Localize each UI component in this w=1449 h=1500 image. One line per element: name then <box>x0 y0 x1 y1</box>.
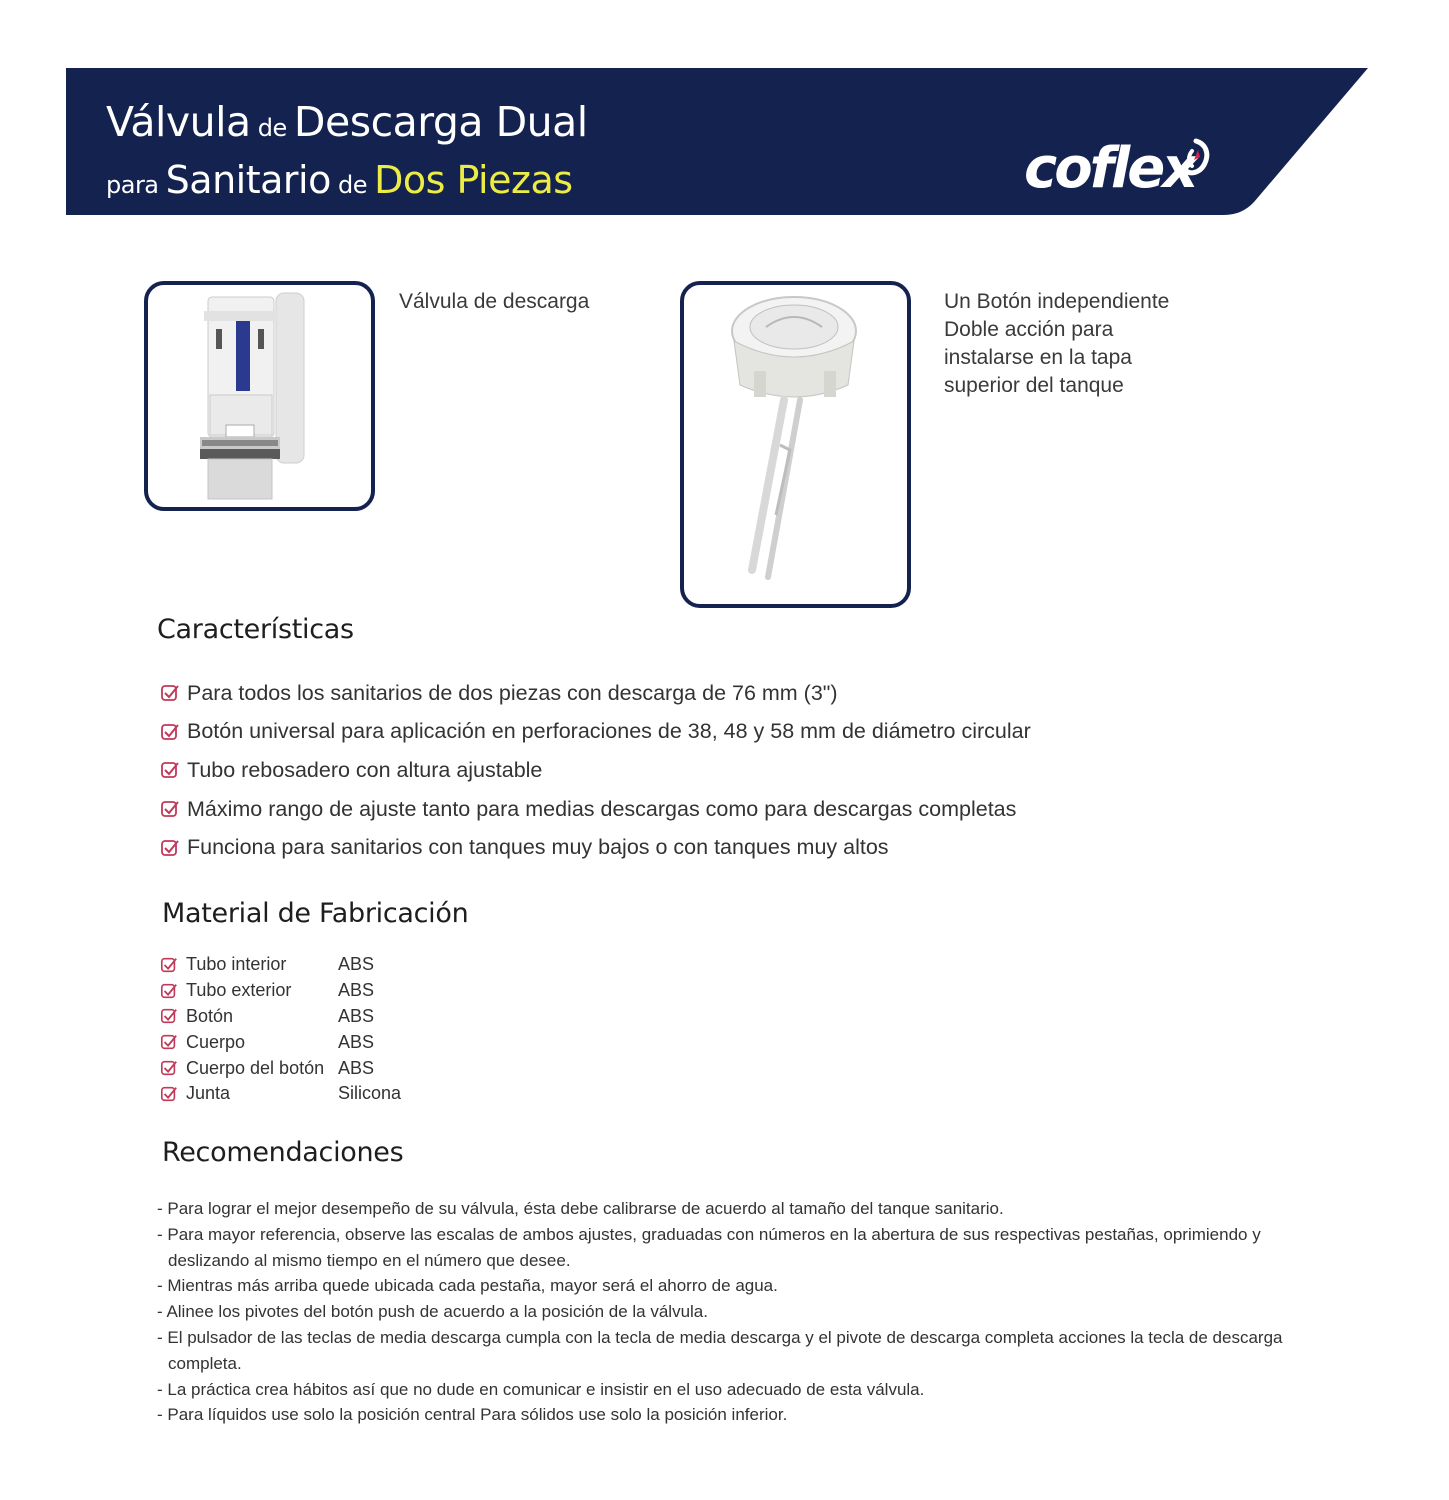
list-item <box>160 1004 401 1030</box>
list-item <box>160 978 401 1004</box>
list-item: - Para lograr el mejor desempeño de su válvula, ésta debe calibrarse de acuerdo al tamaño del tanque sanitario. <box>157 1199 1004 1218</box>
list-item <box>160 1081 401 1107</box>
list-item: - Mientras más arriba quede ubicada cada pestaña, mayor será el ahorro de agua. <box>157 1276 778 1296</box>
list-item <box>160 952 401 978</box>
recommendations-heading: Recomendaciones <box>162 1137 404 1168</box>
push-button-image <box>684 285 907 604</box>
caption-line: Un Botón independiente <box>944 290 1170 313</box>
checkbox-checked-icon <box>160 799 180 819</box>
header-banner <box>66 68 1368 215</box>
materials-heading: Material de Fabricación <box>162 898 469 929</box>
checkbox-checked-icon <box>160 760 180 780</box>
product-caption-button <box>944 288 1244 400</box>
list-item: - Para mayor referencia, observe las escalas de ambos ajustes, graduadas con números en la abertura de sus respectivas pestañas, oprimiendo y deslizando al mismo tiempo en el número que desee. <box>157 1224 1261 1270</box>
product-image-frame-valve <box>144 281 375 511</box>
caption-line: instalarse en la tapa <box>944 346 1132 369</box>
product-caption-valve: Válvula de descarga <box>399 290 590 313</box>
page-title-line-1: Válvula de Descarga Dual <box>106 98 588 146</box>
list-item: - Para líquidos use solo la posición central Para sólidos use solo la posición inferior. <box>157 1405 788 1425</box>
material-value: ABS <box>338 1057 375 1078</box>
flush-valve-image <box>148 285 371 507</box>
checkbox-checked-icon <box>160 1007 178 1025</box>
brand-logo: coflex <box>1024 136 1196 201</box>
list-item: - Alinee los pivotes del botón push de acuerdo a la posición de la válvula. <box>157 1302 708 1322</box>
material-value: Silicona <box>338 1083 402 1104</box>
list-item <box>160 1055 401 1081</box>
checkbox-checked-icon <box>160 956 178 974</box>
recommendations-list <box>157 1196 1307 1428</box>
material-name: Cuerpo <box>186 1031 246 1052</box>
list-item: Botón universal para aplicación en perforaciones de 38, 48 y 58 mm de diámetro circular <box>160 713 1031 752</box>
material-name: Tubo interior <box>186 954 287 975</box>
checkbox-checked-icon <box>160 1033 178 1051</box>
material-value: ABS <box>338 980 375 1001</box>
material-name: Botón <box>186 1005 234 1026</box>
list-item: Tubo rebosadero con altura ajustable <box>160 751 1031 790</box>
checkbox-checked-icon <box>160 1059 178 1077</box>
list-item: Máximo rango de ajuste tanto para medias descargas como para descargas completas <box>160 790 1031 829</box>
features-list <box>160 674 1031 867</box>
checkbox-checked-icon <box>160 722 180 742</box>
list-item <box>160 1029 401 1055</box>
list-item: Para todos los sanitarios de dos piezas con descarga de 76 mm (3") <box>160 674 1031 713</box>
page-title-line-2: para Sanitario de Dos Piezas <box>106 158 573 202</box>
material-name: Cuerpo del botón <box>186 1057 325 1078</box>
product-image-frame-button <box>680 281 911 608</box>
list-item: Funciona para sanitarios con tanques muy bajos o con tanques muy altos <box>160 828 1031 867</box>
checkbox-checked-icon <box>160 838 180 858</box>
material-name: Junta <box>186 1083 231 1104</box>
caption-line: Doble acción para <box>944 318 1114 341</box>
checkbox-checked-icon <box>160 683 180 703</box>
material-value: ABS <box>338 1031 375 1052</box>
features-heading: Características <box>157 614 354 645</box>
material-value: ABS <box>338 954 375 975</box>
list-item: - La práctica crea hábitos así que no dude en comunicar e insistir en el uso adecuado de esta válvula. <box>157 1379 925 1399</box>
brand-mark-icon <box>1178 138 1214 178</box>
checkbox-checked-icon <box>160 1085 178 1103</box>
material-value: ABS <box>338 1005 375 1026</box>
material-name: Tubo exterior <box>186 980 292 1001</box>
list-item: - El pulsador de las teclas de media descarga cumpla con la tecla de media descarga y el pivote de descarga completa acciones la tecla de descarga completa. <box>157 1327 1283 1373</box>
caption-line: superior del tanque <box>944 374 1124 397</box>
checkbox-checked-icon <box>160 982 178 1000</box>
materials-list <box>160 952 401 1107</box>
